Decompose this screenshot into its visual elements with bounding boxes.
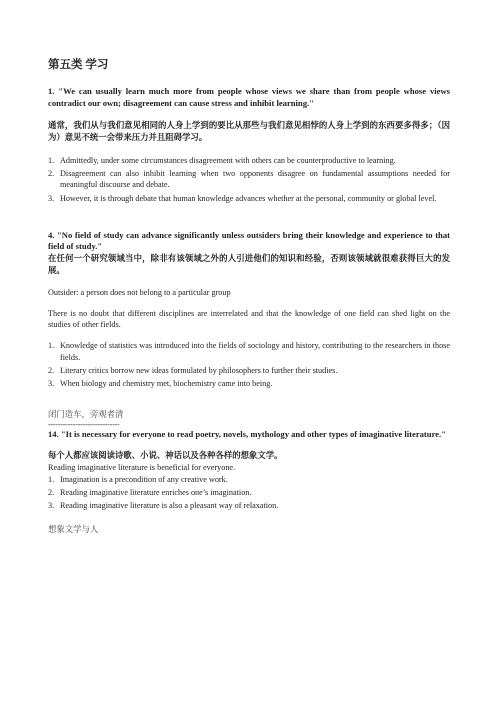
list-number: 3. [48, 501, 55, 511]
list-item [48, 168, 450, 190]
q4-points-list [48, 340, 450, 389]
list-text: Reading imaginative literature is also a pleasant way of relaxation. [60, 501, 279, 511]
list-text: When biology and chemistry met, biochemistry came into being. [60, 379, 273, 389]
list-item [48, 365, 450, 376]
list-text: Knowledge of statistics was introduced into the fields of sociology and history, contributing to the researchers in those fields. [60, 341, 450, 362]
list-text: Admittedly, under some circumstances disagreement with others can be counterproductive to learning. [60, 156, 396, 165]
list-text: However, it is through debate that human knowledge advances whether at the personal, community or global level. [60, 193, 437, 203]
list-number: 1. [48, 341, 55, 351]
q14-intro: Reading imaginative literature is beneficial for everyone. [48, 462, 236, 472]
q4-prompt-zh: 在任何一个研究领域当中，除非有该领域之外的人引进他们的知识和经验，否则该领域就很难获得巨大的发展。 [48, 253, 450, 275]
list-text: Disagreement can also inhibit learning when two opponents disagree on fundamental assumptions needed for meaningful discourse and debate. [60, 169, 450, 190]
q14-footer: 想象文学与人 [48, 524, 99, 534]
section-title: 第五类 学习 [48, 59, 109, 71]
q4-intro: There is no doubt that different disciplines are interrelated and that the knowledge of one field can shed light on the studies of other fields. [48, 309, 450, 330]
list-text: Literary critics borrow new ideas formulated by philosophers to further their studies. [60, 365, 338, 375]
q4-idiom: 闭门造车，旁观者清 [48, 410, 124, 420]
list-text: Reading imaginative literature enriches one’s imagination. [60, 488, 252, 498]
section-divider: ----------------------------- [48, 420, 120, 430]
q14-prompt-en: 14. "It is necessary for everyone to read poetry, novels, mythology and other types of imaginative literature." [48, 429, 446, 440]
q1-points-list [48, 155, 450, 204]
q14-prompt-zh: 每个人都应该阅读诗歌、小说、神话以及各种各样的想象文学。 [48, 450, 283, 460]
list-item [48, 378, 450, 389]
list-item [48, 193, 450, 204]
list-number: 3. [48, 193, 55, 203]
list-item [48, 487, 450, 498]
list-item [48, 340, 450, 362]
list-text: Imagination is a precondition of any creative work. [60, 474, 228, 484]
list-number: 2. [48, 169, 55, 179]
q1-prompt-zh: 通常，我们从与我们意见相同的人身上学到的要比从那些与我们意见相悖的人身上学到的东西要多得多；（因为）意见不统一会带来压力并且阻碍学习。 [48, 121, 450, 142]
list-item [48, 500, 450, 511]
list-number: 3. [48, 379, 55, 389]
q14-points-list [48, 474, 450, 512]
q4-prompt-en: 4. "No field of study can advance significantly unless outsiders bring their knowledge and experience to that field of study." [48, 229, 450, 252]
list-number: 1. [48, 474, 55, 484]
list-number: 1. [48, 156, 55, 165]
list-item [48, 155, 450, 166]
q4-definition: Outsider: a person does not belong to a particular group [48, 287, 231, 297]
list-item [48, 474, 450, 485]
list-number: 2. [48, 365, 55, 375]
q1-prompt-en: 1. "We can usually learn much more from people whose views we share than from people whose views contradict our own; disagreement can cause stress and inhibit learning." [48, 86, 450, 108]
document-page [48, 58, 450, 535]
list-number: 2. [48, 488, 55, 498]
